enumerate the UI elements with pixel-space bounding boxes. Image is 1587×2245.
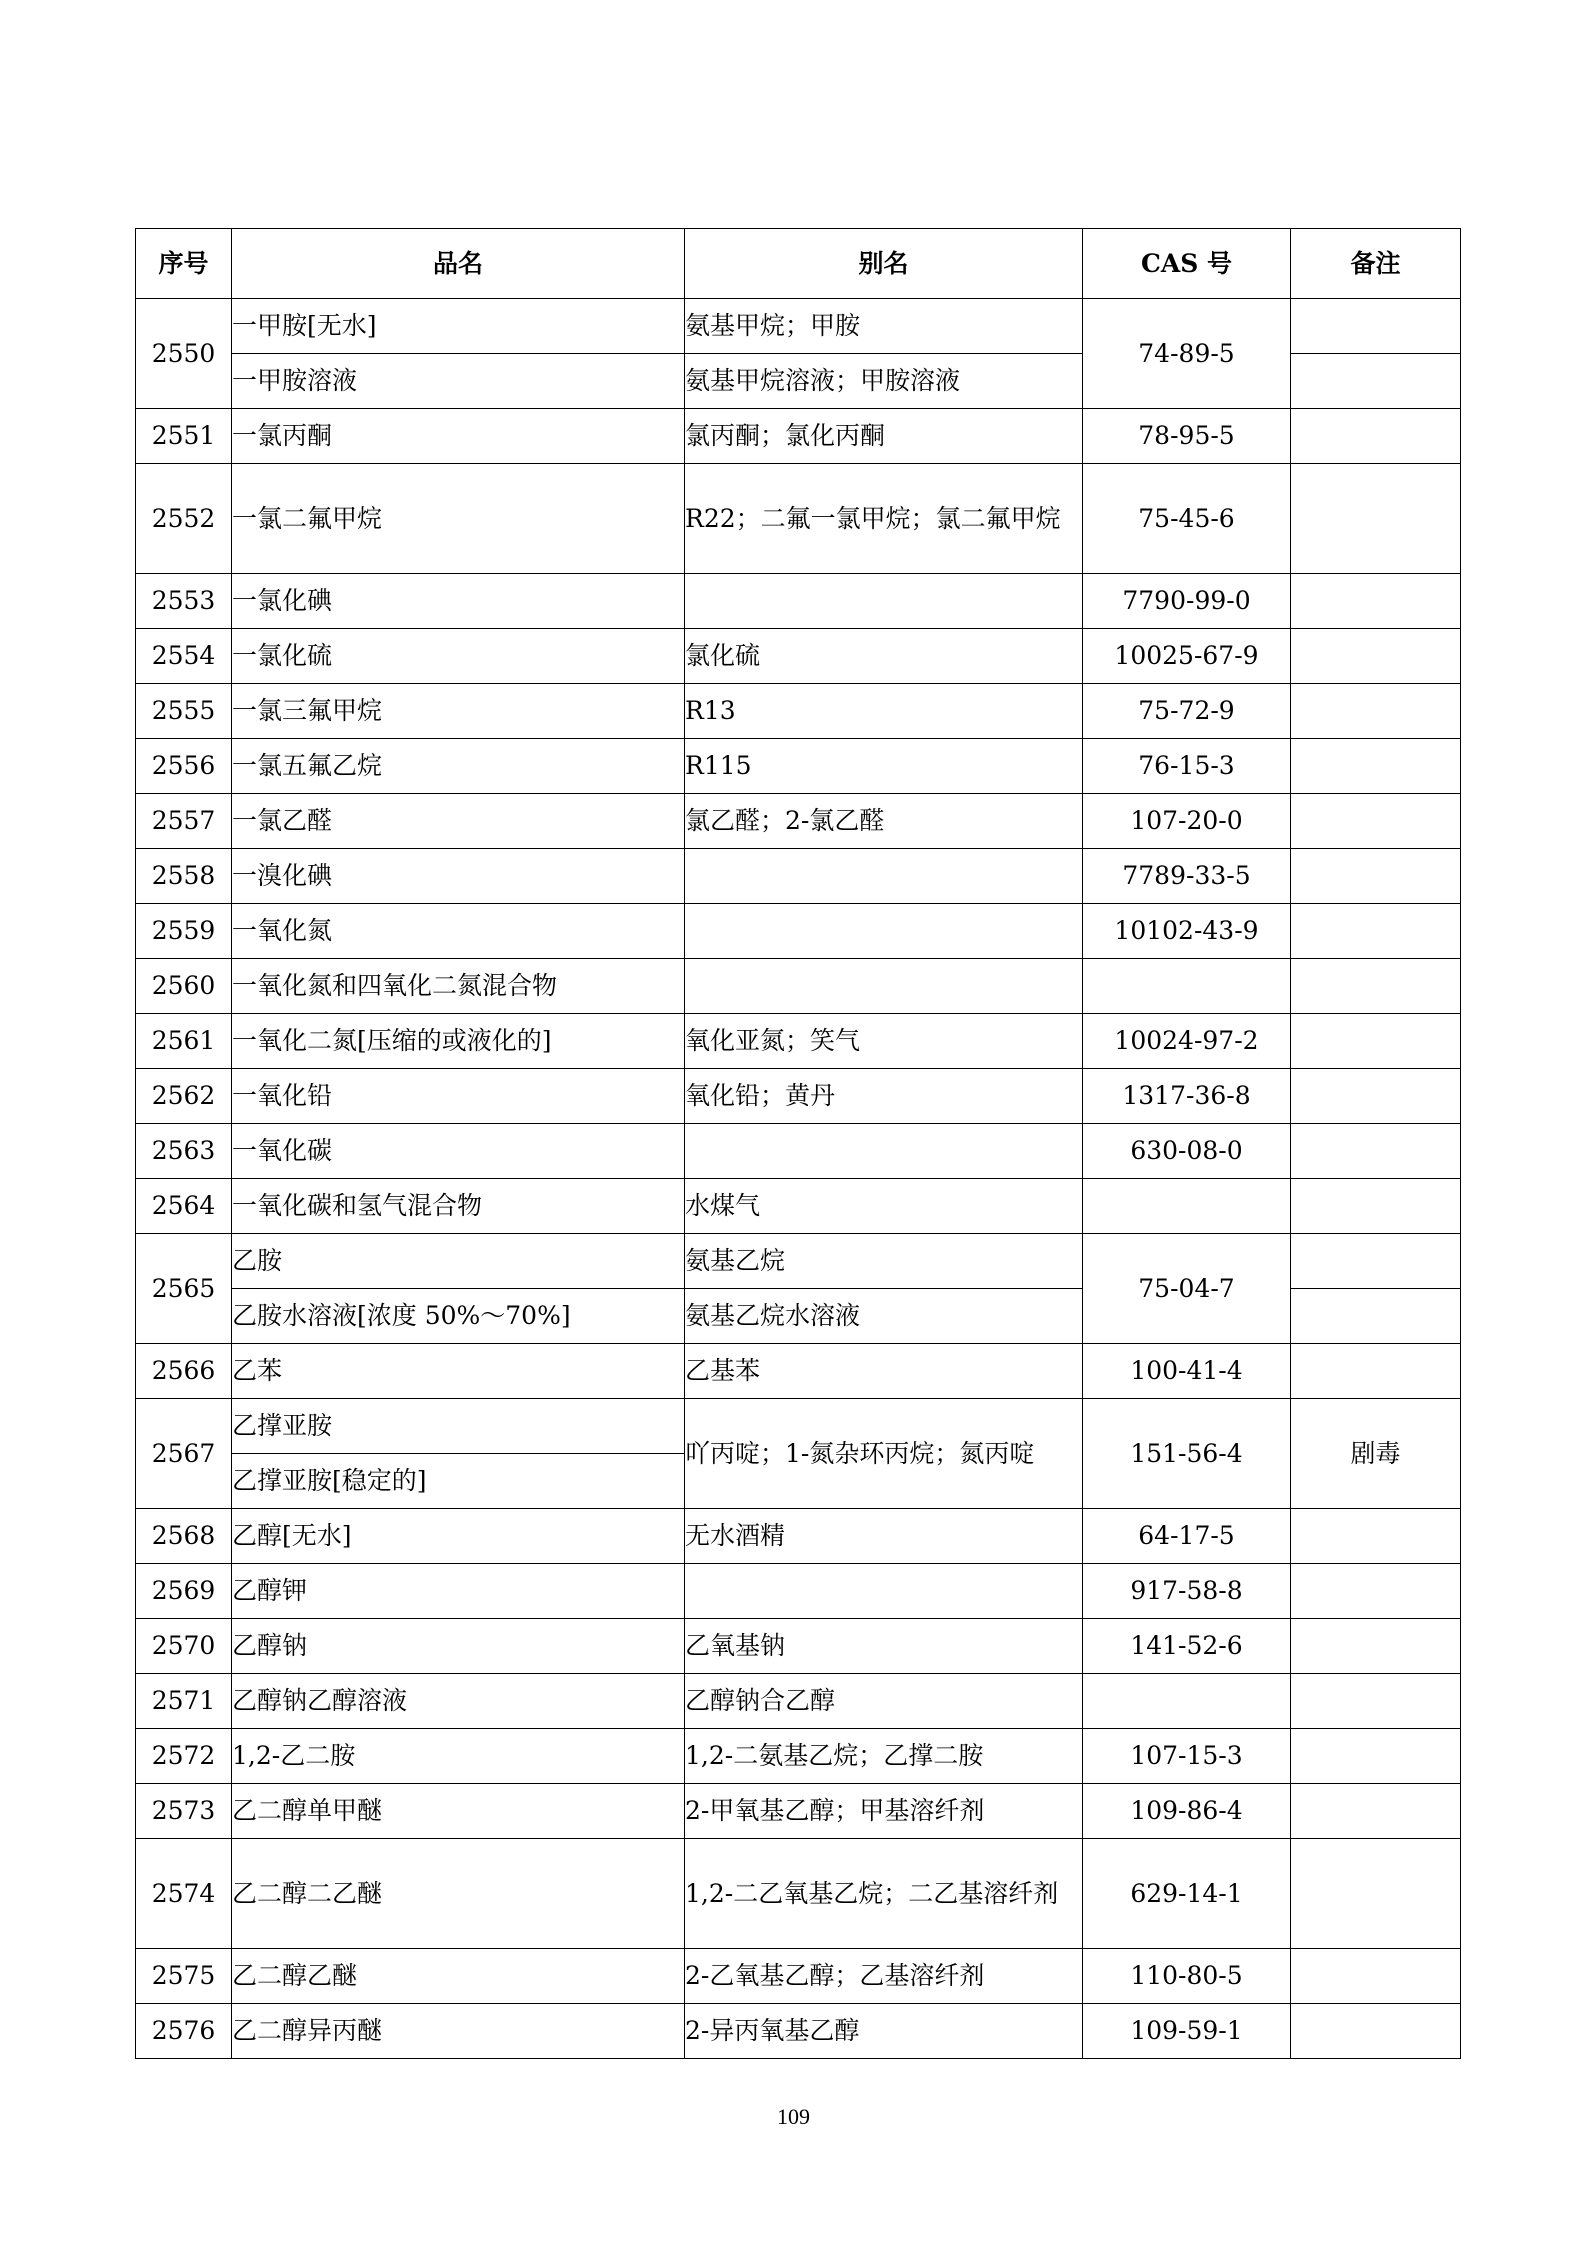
- note: [1291, 904, 1461, 959]
- alias: 1,2-二氨基乙烷；乙撑二胺: [685, 1729, 1083, 1784]
- note: 剧毒: [1291, 1399, 1461, 1509]
- note: [1291, 1289, 1461, 1344]
- alias: R22；二氟一氯甲烷；氯二氟甲烷: [685, 464, 1083, 574]
- table-row: [136, 959, 1461, 1014]
- table-row: [136, 629, 1461, 684]
- product-name: 乙二醇单甲醚: [232, 1784, 685, 1839]
- cas-number: 141-52-6: [1083, 1619, 1291, 1674]
- cas-number: 109-86-4: [1083, 1784, 1291, 1839]
- product-name: 一氯丙酮: [232, 409, 685, 464]
- product-name: 乙胺: [232, 1234, 685, 1289]
- note: [1291, 2004, 1461, 2059]
- product-name: 一氧化氮和四氧化二氮混合物: [232, 959, 685, 1014]
- alias: R115: [685, 739, 1083, 794]
- cas-number: 76-15-3: [1083, 739, 1291, 794]
- alias: 氯乙醛；2-氯乙醛: [685, 794, 1083, 849]
- note: [1291, 464, 1461, 574]
- note: [1291, 1234, 1461, 1289]
- row-number: 2571: [136, 1674, 232, 1729]
- row-number: 2564: [136, 1179, 232, 1234]
- table-row: [136, 684, 1461, 739]
- product-name: 一氧化氮: [232, 904, 685, 959]
- product-name: 一氯二氟甲烷: [232, 464, 685, 574]
- cas-number: 917-58-8: [1083, 1564, 1291, 1619]
- product-name: 一氧化二氮[压缩的或液化的]: [232, 1014, 685, 1069]
- table-row: [136, 574, 1461, 629]
- note: [1291, 1179, 1461, 1234]
- row-number: 2553: [136, 574, 232, 629]
- product-name: 一溴化碘: [232, 849, 685, 904]
- table-row: [136, 1399, 1461, 1454]
- product-name: 一氯化碘: [232, 574, 685, 629]
- product-name: 1,2-乙二胺: [232, 1729, 685, 1784]
- row-number: 2550: [136, 299, 232, 409]
- row-number: 2557: [136, 794, 232, 849]
- alias: 氨基甲烷；甲胺: [685, 299, 1083, 354]
- product-name: 乙胺水溶液[浓度 50%～70%]: [232, 1289, 685, 1344]
- table-row: [136, 464, 1461, 574]
- column-header-note: 备注: [1291, 229, 1461, 299]
- alias: [685, 849, 1083, 904]
- product-name: 乙撑亚胺: [232, 1399, 685, 1454]
- row-number: 2576: [136, 2004, 232, 2059]
- alias: 氨基甲烷溶液；甲胺溶液: [685, 354, 1083, 409]
- row-number: 2563: [136, 1124, 232, 1179]
- cas-number: 75-45-6: [1083, 464, 1291, 574]
- column-header-alias: 别名: [685, 229, 1083, 299]
- note: [1291, 684, 1461, 739]
- product-name: 乙撑亚胺[稳定的]: [232, 1454, 685, 1509]
- row-number: 2567: [136, 1399, 232, 1509]
- product-name: 一甲胺[无水]: [232, 299, 685, 354]
- alias: 氨基乙烷水溶液: [685, 1289, 1083, 1344]
- product-name: 乙醇钾: [232, 1564, 685, 1619]
- row-number: 2574: [136, 1839, 232, 1949]
- note: [1291, 409, 1461, 464]
- note: [1291, 629, 1461, 684]
- note: [1291, 574, 1461, 629]
- alias: R13: [685, 684, 1083, 739]
- row-number: 2551: [136, 409, 232, 464]
- note: [1291, 299, 1461, 354]
- table-row: [136, 2004, 1461, 2059]
- alias: 2-异丙氧基乙醇: [685, 2004, 1083, 2059]
- note: [1291, 1014, 1461, 1069]
- row-number: 2552: [136, 464, 232, 574]
- cas-number: 110-80-5: [1083, 1949, 1291, 2004]
- alias: 水煤气: [685, 1179, 1083, 1234]
- alias: 氧化亚氮；笑气: [685, 1014, 1083, 1069]
- cas-number: 74-89-5: [1083, 299, 1291, 409]
- product-name: 一氯五氟乙烷: [232, 739, 685, 794]
- cas-number: 630-08-0: [1083, 1124, 1291, 1179]
- note: [1291, 849, 1461, 904]
- row-number: 2555: [136, 684, 232, 739]
- row-number: 2554: [136, 629, 232, 684]
- cas-number: 629-14-1: [1083, 1839, 1291, 1949]
- product-name: 一氯乙醛: [232, 794, 685, 849]
- table-row: [136, 1124, 1461, 1179]
- table-row: [136, 1784, 1461, 1839]
- table-row: [136, 849, 1461, 904]
- table-row: [136, 1509, 1461, 1564]
- product-name: 乙醇钠: [232, 1619, 685, 1674]
- note: [1291, 1509, 1461, 1564]
- product-name: 一氧化碳: [232, 1124, 685, 1179]
- table-row: [136, 1014, 1461, 1069]
- alias: 无水酒精: [685, 1509, 1083, 1564]
- row-number: 2561: [136, 1014, 232, 1069]
- cas-number: 10102-43-9: [1083, 904, 1291, 959]
- table-row: [136, 1949, 1461, 2004]
- row-number: 2559: [136, 904, 232, 959]
- note: [1291, 1344, 1461, 1399]
- table-row: [136, 409, 1461, 464]
- note: [1291, 794, 1461, 849]
- table-row: [136, 1179, 1461, 1234]
- row-number: 2556: [136, 739, 232, 794]
- alias: 1,2-二乙氧基乙烷；二乙基溶纤剂: [685, 1839, 1083, 1949]
- product-name: 一氧化碳和氢气混合物: [232, 1179, 685, 1234]
- cas-number: 107-20-0: [1083, 794, 1291, 849]
- table-row: [136, 1839, 1461, 1949]
- row-number: 2558: [136, 849, 232, 904]
- alias: [685, 1124, 1083, 1179]
- product-name: 一氯三氟甲烷: [232, 684, 685, 739]
- alias: [685, 904, 1083, 959]
- alias: 氨基乙烷: [685, 1234, 1083, 1289]
- product-name: 乙醇[无水]: [232, 1509, 685, 1564]
- alias: [685, 574, 1083, 629]
- table-row: [136, 904, 1461, 959]
- page-number: 109: [777, 2104, 810, 2129]
- row-number: 2560: [136, 959, 232, 1014]
- table-header-row: [136, 229, 1461, 299]
- cas-number: 1317-36-8: [1083, 1069, 1291, 1124]
- alias: 氯化硫: [685, 629, 1083, 684]
- row-number: 2569: [136, 1564, 232, 1619]
- cas-number: 10024-97-2: [1083, 1014, 1291, 1069]
- alias: 乙氧基钠: [685, 1619, 1083, 1674]
- cas-number: 107-15-3: [1083, 1729, 1291, 1784]
- row-number: 2572: [136, 1729, 232, 1784]
- row-number: 2570: [136, 1619, 232, 1674]
- row-number: 2566: [136, 1344, 232, 1399]
- product-name: 乙二醇二乙醚: [232, 1839, 685, 1949]
- cas-number: 100-41-4: [1083, 1344, 1291, 1399]
- cas-number: [1083, 1179, 1291, 1234]
- alias: 吖丙啶；1-氮杂环丙烷；氮丙啶: [685, 1399, 1083, 1509]
- product-name: 一甲胺溶液: [232, 354, 685, 409]
- table-row: [136, 1729, 1461, 1784]
- table-row: [136, 794, 1461, 849]
- row-number: 2565: [136, 1234, 232, 1344]
- note: [1291, 354, 1461, 409]
- cas-number: 109-59-1: [1083, 2004, 1291, 2059]
- cas-number: 7790-99-0: [1083, 574, 1291, 629]
- product-name: 乙苯: [232, 1344, 685, 1399]
- table-row: [136, 1234, 1461, 1289]
- product-name: 乙二醇异丙醚: [232, 2004, 685, 2059]
- row-number: 2573: [136, 1784, 232, 1839]
- note: [1291, 739, 1461, 794]
- note: [1291, 1619, 1461, 1674]
- column-header-cas: CAS 号: [1083, 229, 1291, 299]
- note: [1291, 1784, 1461, 1839]
- note: [1291, 1729, 1461, 1784]
- product-name: 乙醇钠乙醇溶液: [232, 1674, 685, 1729]
- alias: 2-甲氧基乙醇；甲基溶纤剂: [685, 1784, 1083, 1839]
- cas-number: 64-17-5: [1083, 1509, 1291, 1564]
- hazardous-chemicals-table: [135, 228, 1461, 2059]
- product-name: 一氧化铅: [232, 1069, 685, 1124]
- cas-number: 75-04-7: [1083, 1234, 1291, 1344]
- note: [1291, 1949, 1461, 2004]
- note: [1291, 1839, 1461, 1949]
- product-name: 一氯化硫: [232, 629, 685, 684]
- cas-number: 7789-33-5: [1083, 849, 1291, 904]
- alias: 乙醇钠合乙醇: [685, 1674, 1083, 1729]
- cas-number: 78-95-5: [1083, 409, 1291, 464]
- note: [1291, 1069, 1461, 1124]
- row-number: 2562: [136, 1069, 232, 1124]
- cas-number: [1083, 959, 1291, 1014]
- alias: 乙基苯: [685, 1344, 1083, 1399]
- alias: [685, 959, 1083, 1014]
- cas-number: 10025-67-9: [1083, 629, 1291, 684]
- product-name: 乙二醇乙醚: [232, 1949, 685, 2004]
- note: [1291, 959, 1461, 1014]
- cas-number: [1083, 1674, 1291, 1729]
- cas-number: 151-56-4: [1083, 1399, 1291, 1509]
- alias: 氯丙酮；氯化丙酮: [685, 409, 1083, 464]
- row-number: 2568: [136, 1509, 232, 1564]
- table-row: [136, 1069, 1461, 1124]
- note: [1291, 1564, 1461, 1619]
- note: [1291, 1124, 1461, 1179]
- column-header-no: 序号: [136, 229, 232, 299]
- table-row: [136, 739, 1461, 794]
- cas-number: 75-72-9: [1083, 684, 1291, 739]
- table-row: [136, 1564, 1461, 1619]
- table-row: [136, 1344, 1461, 1399]
- row-number: 2575: [136, 1949, 232, 2004]
- table-row: [136, 299, 1461, 354]
- alias: 2-乙氧基乙醇；乙基溶纤剂: [685, 1949, 1083, 2004]
- table-row: [136, 1674, 1461, 1729]
- column-header-name: 品名: [232, 229, 685, 299]
- note: [1291, 1674, 1461, 1729]
- alias: 氧化铅；黄丹: [685, 1069, 1083, 1124]
- table-row: [136, 1619, 1461, 1674]
- alias: [685, 1564, 1083, 1619]
